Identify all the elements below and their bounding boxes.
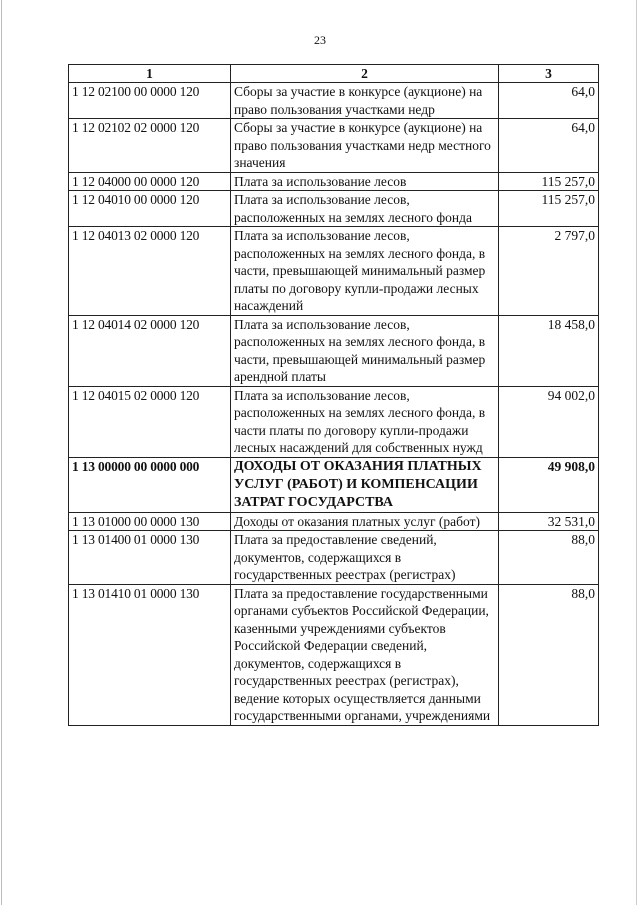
table-row [69,315,599,386]
table-row [69,119,599,173]
scan-edge-right [636,0,637,905]
budget-code-cell: 1 13 01000 00 0000 130 [69,512,231,531]
budget-code-cell: 1 12 04000 00 0000 120 [69,172,231,191]
budget-code-cell: 1 12 04010 00 0000 120 [69,191,231,227]
table-row [69,531,599,585]
page-number: 23 [314,33,326,47]
table-body [69,83,599,726]
scan-edge-left [1,0,2,905]
amount-cell: 64,0 [499,83,599,119]
amount-cell: 115 257,0 [499,191,599,227]
revenue-name-cell: ДОХОДЫ ОТ ОКАЗАНИЯ ПЛАТНЫХ УСЛУГ (РАБОТ) И КОМПЕНСАЦИИ ЗАТРАТ ГОСУДАРСТВА [231,457,499,512]
table-row [69,584,599,725]
revenue-name-cell: Сборы за участие в конкурсе (аукционе) на право пользования участками недр [231,83,499,119]
budget-code-cell: 1 13 00000 00 0000 000 [69,457,231,512]
column-header-name: 2 [231,65,499,83]
revenue-name-cell: Плата за использование лесов [231,172,499,191]
revenue-name-cell: Плата за предоставление государственными органами субъектов Российской Федерации, казенными учреждениями субъектов Российской Федерации сведений, документов, содержащихся в государственных реестрах (регистрах), ведение которых осуществляется данными государственными органами, учреждениями [231,584,499,725]
revenue-table [68,64,599,726]
amount-cell: 64,0 [499,119,599,173]
table-row [69,457,599,512]
revenue-name-cell: Плата за предоставление сведений, документов, содержащихся в государственных реестрах (регистрах) [231,531,499,585]
budget-code-cell: 1 12 02102 02 0000 120 [69,119,231,173]
revenue-name-cell: Плата за использование лесов, расположенных на землях лесного фонда, в части платы по договору купли-продажи лесных насаждений для собственных нужд [231,386,499,457]
table-row [69,386,599,457]
budget-code-cell: 1 12 04015 02 0000 120 [69,386,231,457]
revenue-name-cell: Плата за использование лесов, расположенных на землях лесного фонда [231,191,499,227]
header-row [69,65,599,83]
amount-cell: 2 797,0 [499,227,599,316]
amount-cell: 88,0 [499,531,599,585]
amount-cell: 32 531,0 [499,512,599,531]
table-row [69,227,599,316]
budget-code-cell: 1 13 01410 01 0000 130 [69,584,231,725]
revenue-name-cell: Доходы от оказания платных услуг (работ) [231,512,499,531]
amount-cell: 115 257,0 [499,172,599,191]
column-header-amount: 3 [499,65,599,83]
amount-cell: 49 908,0 [499,457,599,512]
table-row [69,191,599,227]
budget-code-cell: 1 12 04014 02 0000 120 [69,315,231,386]
column-header-code: 1 [69,65,231,83]
revenue-name-cell: Плата за использование лесов, расположенных на землях лесного фонда, в части, превышающей минимальный размер платы по договору купли-продажи лесных насаждений [231,227,499,316]
table-row [69,172,599,191]
budget-code-cell: 1 13 01400 01 0000 130 [69,531,231,585]
table-row [69,83,599,119]
amount-cell: 18 458,0 [499,315,599,386]
revenue-name-cell: Сборы за участие в конкурсе (аукционе) на право пользования участками недр местного значения [231,119,499,173]
budget-code-cell: 1 12 04013 02 0000 120 [69,227,231,316]
budget-code-cell: 1 12 02100 00 0000 120 [69,83,231,119]
revenue-name-cell: Плата за использование лесов, расположенных на землях лесного фонда, в части, превышающей минимальный размер арендной платы [231,315,499,386]
table-row [69,512,599,531]
amount-cell: 88,0 [499,584,599,725]
amount-cell: 94 002,0 [499,386,599,457]
